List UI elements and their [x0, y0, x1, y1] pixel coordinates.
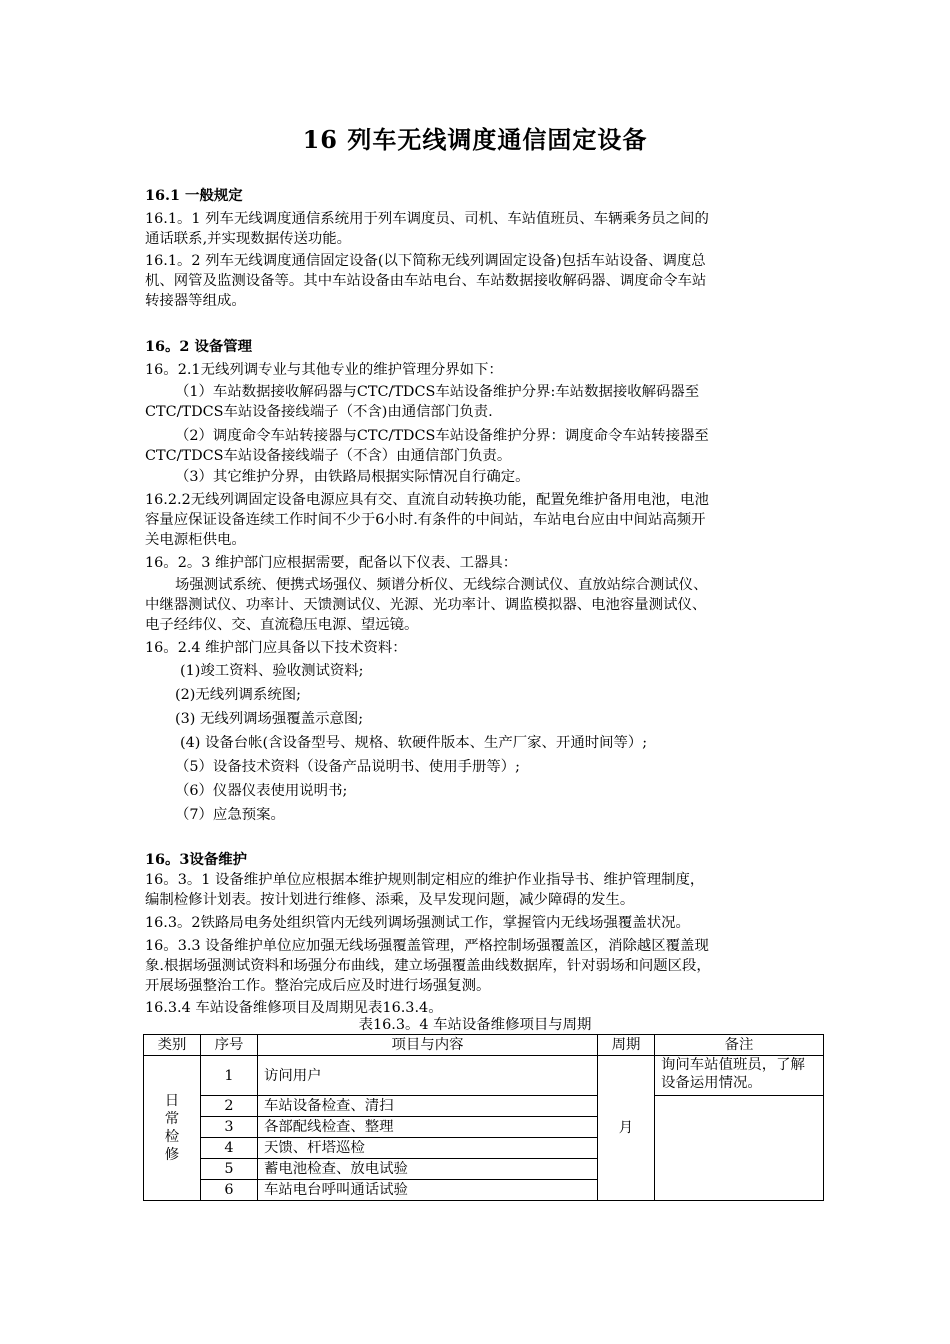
- row-item: 访问用户: [258, 1056, 598, 1096]
- paragraph-line: 开展场强整治工作。整治完成后应及时进行场强复测。: [145, 978, 491, 994]
- list-item: （7）应急预案。: [175, 807, 285, 823]
- header-remark: 备注: [655, 1035, 824, 1056]
- paragraph-line: 转接器等组成。: [145, 293, 246, 309]
- paragraph-line: 关电源柜供电。: [145, 532, 246, 548]
- header-number: 序号: [201, 1035, 258, 1056]
- list-item: （6）仪器仪表使用说明书;: [175, 783, 348, 799]
- header-period: 周期: [598, 1035, 655, 1056]
- row-number: 1: [201, 1056, 258, 1096]
- paragraph-line: 通话联系,并实现数据传送功能。: [145, 231, 352, 247]
- page-title: 16 列车无线调度通信固定设备: [302, 125, 648, 154]
- paragraph-line: CTC/TDCS车站设备接线端子（不含)由通信部门负责.: [145, 404, 493, 420]
- row-item: 天馈、杆塔巡检: [258, 1138, 598, 1159]
- row-item: 车站电台呼叫通话试验: [258, 1180, 598, 1201]
- row-number: 6: [201, 1180, 258, 1201]
- paragraph-line: 16。3.3 设备维护单位应加强无线场强覆盖管理，严格控制场强覆盖区，消除越区覆盖现: [145, 938, 709, 954]
- section-heading: 16。3设备维护: [145, 851, 247, 868]
- row-number: 4: [201, 1138, 258, 1159]
- paragraph-line: 16.1。1 列车无线调度通信系统用于列车调度员、司机、车站值班员、车辆乘务员之间的: [145, 211, 709, 227]
- section-heading: 16。2 设备管理: [145, 338, 253, 355]
- list-item: (2)无线列调系统图;: [175, 687, 301, 703]
- row-item: 车站设备检查、清扫: [258, 1096, 598, 1117]
- paragraph-line: （3）其它维护分界，由铁路局根据实际情况自行确定。: [175, 469, 530, 485]
- table-row: [144, 1096, 824, 1117]
- paragraph-line: （2）调度命令车站转接器与CTC/TDCS车站设备维护分界：调度命令车站转接器至: [175, 428, 709, 444]
- paragraph-line: 机、网管及监测设备等。其中车站设备由车站电台、车站数据接收解码器、调度命令车站: [145, 273, 707, 289]
- remark-empty-cell: [655, 1096, 824, 1201]
- paragraph-line: 16.3.4 车站设备维修项目及周期见表16.3.4。: [145, 1000, 443, 1016]
- list-item: (4) 设备台帐(含设备型号、规格、软硬件版本、生产厂家、开通时间等）;: [180, 735, 648, 751]
- paragraph-line: 中继器测试仪、功率计、天馈测试仪、光源、光功率计、调监模拟器、电池容量测试仪、: [145, 597, 707, 613]
- paragraph-line: 16.2.2无线列调固定设备电源应具有交、直流自动转换功能，配置免维护备用电池，电池: [145, 492, 709, 508]
- row-number: 5: [201, 1159, 258, 1180]
- paragraph-line: 16.3。2铁路局电务处组织管内无线列调场强测试工作，掌握管内无线场强覆盖状况。: [145, 915, 690, 931]
- paragraph-line: 容量应保证设备连续工作时间不少于6小时.有条件的中间站，车站电台应由中间站高频开: [145, 512, 706, 528]
- paragraph-line: 16。2.4 维护部门应具备以下技术资料：: [145, 640, 407, 656]
- row-item: 蓄电池检查、放电试验: [258, 1159, 598, 1180]
- category-cell: [144, 1056, 201, 1201]
- list-item: （5）设备技术资料（设备产品说明书、使用手册等）;: [175, 759, 520, 775]
- paragraph-line: 16.1。2 列车无线调度通信固定设备(以下简称无线列调固定设备)包括车站设备、调度总: [145, 253, 706, 269]
- maintenance-table: [143, 1034, 824, 1201]
- paragraph-line: （1）车站数据接收解码器与CTC/TDCS车站设备维护分界:车站数据接收解码器至: [175, 384, 700, 400]
- row-number: 3: [201, 1117, 258, 1138]
- header-item: 项目与内容: [258, 1035, 598, 1056]
- paragraph-line: 编制检修计划表。按计划进行维修、添乘，及早发现问题，减少障碍的发生。: [145, 892, 635, 908]
- table-row: [144, 1056, 824, 1096]
- paragraph-line: 场强测试系统、便携式场强仪、频谱分析仪、无线综合测试仪、直放站综合测试仪、: [175, 577, 708, 593]
- list-item: (1)竣工资料、验收测试资料;: [180, 663, 364, 679]
- remark-cell: 询问车站值班员，了解设备运用情况。: [655, 1056, 824, 1096]
- paragraph-line: CTC/TDCS车站设备接线端子（不含）由通信部门负责。: [145, 448, 512, 464]
- list-item: (3) 无线列调场强覆盖示意图;: [175, 711, 364, 727]
- paragraph-line: 16。2。3 维护部门应根据需要，配备以下仪表、工器具：: [145, 555, 518, 571]
- section-heading: 16.1 一般规定: [145, 187, 243, 204]
- header-category: 类别: [144, 1035, 201, 1056]
- period-cell: 月: [598, 1056, 655, 1201]
- row-item: 各部配线检查、整理: [258, 1117, 598, 1138]
- paragraph-line: 16。3。1 设备维护单位应根据本维护规则制定相应的维护作业指导书、维护管理制度，: [145, 872, 705, 888]
- paragraph-line: 16。2.1无线列调专业与其他专业的维护管理分界如下：: [145, 362, 503, 378]
- paragraph-line: 象.根据场强测试资料和场强分布曲线，建立场强覆盖曲线数据库，针对弱场和问题区段，: [145, 958, 711, 974]
- table-caption: 表16.3。4 车站设备维修项目与周期: [358, 1017, 592, 1033]
- row-number: 2: [201, 1096, 258, 1117]
- paragraph-line: 电子经纬仪、交、直流稳压电源、望远镜。: [145, 617, 419, 633]
- table-header-row: [144, 1035, 824, 1056]
- category-text: 日常检修: [164, 1093, 180, 1163]
